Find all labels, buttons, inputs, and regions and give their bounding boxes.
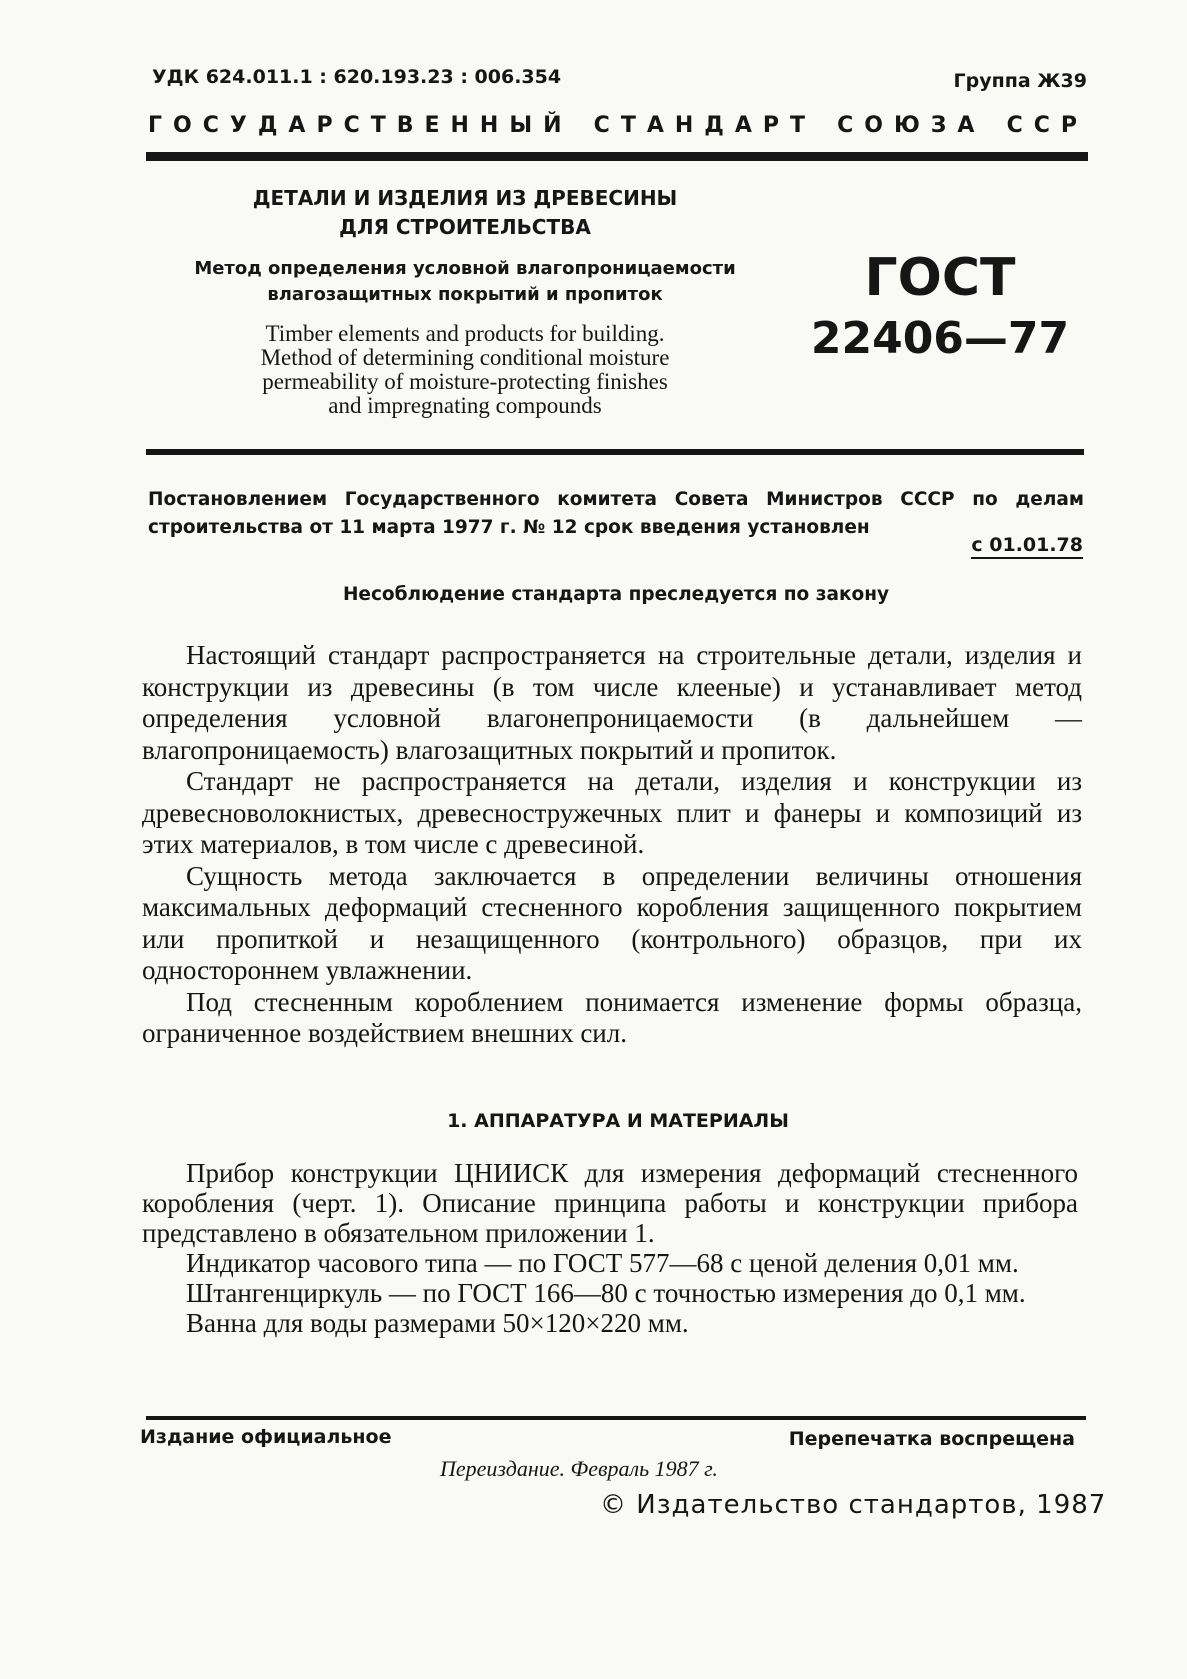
paragraph: Под стесненным короблением понимается изменение формы образца, ограниченное воздействием внешних сил. bbox=[142, 986, 1082, 1048]
method-title bbox=[150, 256, 780, 308]
method-title-line-1: Метод определения условной влагопроницаемости bbox=[194, 258, 736, 279]
paragraph: Прибор конструкции ЦНИИСК для измерения деформаций стесненного коробления (черт. 1). Описание принципа работы и конструкции прибора представлено в обязательном приложении 1. bbox=[142, 1158, 1078, 1248]
title-line-2: ДЛЯ СТРОИТЕЛЬСТВА bbox=[339, 215, 591, 239]
law-note: Несоблюдение стандарта преследуется по закону bbox=[342, 584, 890, 605]
paragraph: Индикатор часового типа — по ГОСТ 577—68 с ценой деления 0,01 мм. bbox=[186, 1248, 1019, 1278]
english-title-line-4: and impregnating compounds bbox=[328, 393, 602, 418]
title-divider bbox=[146, 449, 1084, 455]
decree-line-2: строительства от 11 марта 1977 г. № 12 срок введения установлен bbox=[148, 517, 870, 538]
english-title-line-2: Method of determining conditional moisture bbox=[260, 345, 670, 370]
gost-label: ГОСТ bbox=[864, 248, 1016, 308]
udk-code: УДК 624.011.1 : 620.193.23 : 006.354 bbox=[152, 66, 562, 88]
reissue-note: Переиздание. Февраль 1987 г. bbox=[440, 1456, 718, 1481]
method-title-line-2: влагозащитных покрытий и пропиток bbox=[267, 284, 663, 305]
group-code: Группа Ж39 bbox=[953, 70, 1087, 92]
footer-divider bbox=[146, 1416, 1086, 1420]
state-standard-banner bbox=[148, 113, 1088, 138]
english-title-line-3: permeability of moisture-protecting finishes bbox=[262, 369, 668, 394]
effective-date: с 01.01.78 bbox=[971, 534, 1083, 559]
paragraph: Штангенциркуль — по ГОСТ 166—80 с точностью измерения до 0,1 мм. bbox=[186, 1278, 1026, 1308]
banner-word: СОЮЗА bbox=[837, 113, 986, 138]
banner-word: СТАНДАРТ bbox=[593, 113, 817, 138]
banner-word: ССР bbox=[1006, 113, 1088, 138]
english-title-line-1: Timber elements and products for building. bbox=[265, 321, 665, 346]
paragraph: Сущность метода заключается в определении величины отношения максимальных деформаций стесненного коробления защищенного покрытием или пропиткой и незащищенного (контрольного) образцов, при их одностороннем увлажнении. bbox=[142, 860, 1082, 985]
reprint-forbidden: Перепечатка воспрещена bbox=[788, 1428, 1075, 1450]
decree-line-1: Постановлением Государственного комитета Совета Министров СССР по делам bbox=[148, 489, 1084, 510]
decree-text bbox=[148, 486, 1084, 542]
paragraph: Стандарт не распространяется на детали, изделия и конструкции из древесноволокнистых, древесностружечных плит и фанеры и композиций из этих материалов, в том числе с древесиной. bbox=[142, 766, 1082, 859]
intro-body bbox=[142, 640, 1082, 1050]
paragraph: Ванна для воды размерами 50×120×220 мм. bbox=[186, 1308, 689, 1338]
paragraph: Настоящий стандарт распространяется на строительные детали, изделия и конструкции из древесины (в том числе клееные) и устанавливает метод определения условной влагонепроницаемости (в дальнейшем — влагопроницаемость) влагозащитных покрытий и пропиток. bbox=[142, 640, 1082, 765]
english-title bbox=[150, 322, 780, 418]
section-heading: 1. АППАРАТУРА И МАТЕРИАЛЫ bbox=[447, 1110, 789, 1132]
title-block bbox=[150, 184, 780, 418]
copyright: © Издательство стандартов, 1987 bbox=[600, 1490, 1107, 1520]
top-divider bbox=[146, 152, 1088, 161]
section-body bbox=[142, 1158, 1078, 1338]
gost-number: 22406—77 bbox=[810, 313, 1070, 364]
title-line-1: ДЕТАЛИ И ИЗДЕЛИЯ ИЗ ДРЕВЕСИНЫ bbox=[252, 186, 678, 210]
banner-word: ГОСУДАРСТВЕННЫЙ bbox=[148, 113, 573, 138]
gost-designation bbox=[790, 245, 1090, 367]
edition-official: Издание официальное bbox=[140, 1426, 392, 1448]
